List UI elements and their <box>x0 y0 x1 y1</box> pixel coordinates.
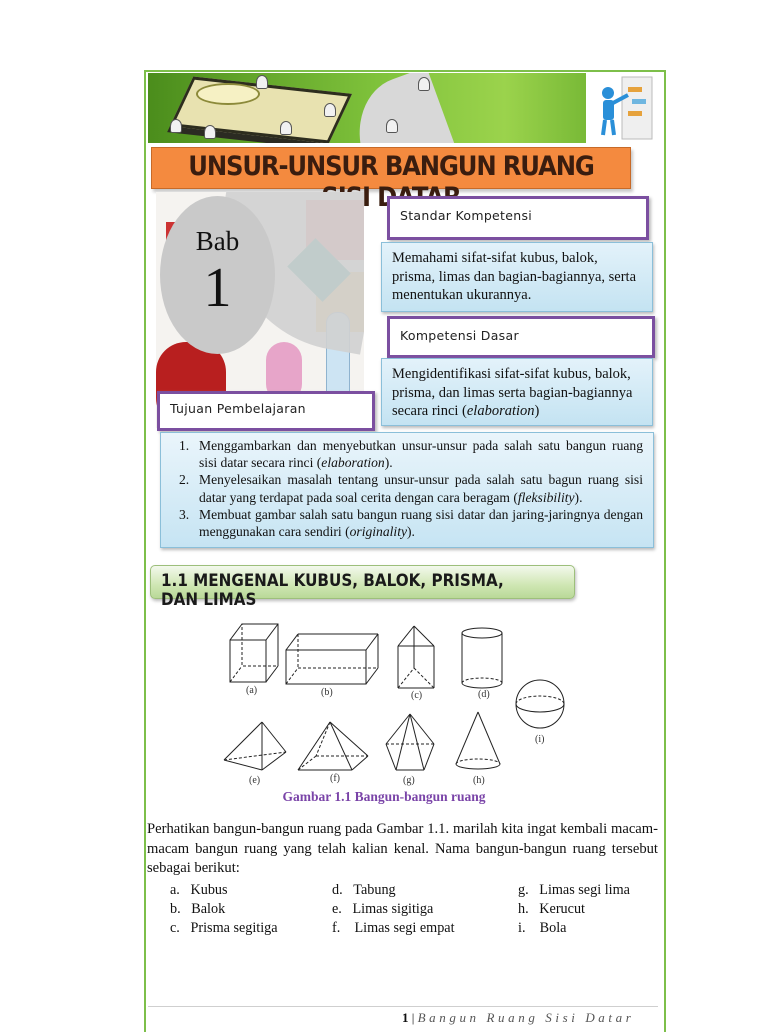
footer-separator: | <box>408 1010 418 1025</box>
chapter-title: UNSUR-UNSUR BANGUN RUANG <box>188 151 594 182</box>
tujuan-label: Tujuan Pembelajaran <box>170 401 306 416</box>
square-pyramid-shape <box>298 722 368 770</box>
shape-list-col3 <box>518 881 630 938</box>
cylinder-shape <box>462 628 502 688</box>
cuboid-shape <box>286 634 378 684</box>
chapter-word: Bab <box>195 226 240 256</box>
kompetensi-text: Mengidentifikasi sifat-sifat kubus, balok, prisma, dan limas serta bagian-bagiannya secara rinci (elaboration) <box>392 366 633 419</box>
list-item: 1. Menggambarkan dan menyebutkan unsur-unsur pada salah satu bangun ruang sisi datar secara rinci (elaboration). <box>179 438 643 471</box>
list-item: 2. Menyelesaikan masalah tentang unsur-unsur pada salah satu bagun ruang sisi datar yang terdapat pada soal cerita dengan cara beragam (fleksibility). <box>179 472 643 505</box>
triangular-pyramid-shape <box>224 722 286 770</box>
page-number: 1 <box>402 1010 409 1025</box>
shape-list-col2 <box>332 881 455 938</box>
body-paragraph: Perhatikan bangun-bangun ruang pada Gambar 1.1. marilah kita ingat kembali macam-macam bangun ruang yang telah kalian kenal. Nama bangun-bangun ruang tersebut sebagai berikut: <box>147 821 658 876</box>
chapter-number: 1 <box>203 257 232 319</box>
list-item: c. Prisma segitiga <box>170 920 278 936</box>
section-heading: 1.1 MENGENAL KUBUS, BALOK, PRISMA, DAN LIMAS <box>161 571 504 609</box>
shape-label: (h) <box>473 775 485 786</box>
figure-caption: Gambar 1.1 Bangun-bangun ruang <box>282 789 486 804</box>
shape-label: (d) <box>478 689 490 700</box>
footer-divider <box>148 1006 658 1007</box>
list-item: e. Limas sigitiga <box>332 901 434 917</box>
shape-label: (g) <box>403 775 415 786</box>
pentagonal-pyramid-shape <box>386 714 434 770</box>
sphere-shape <box>516 680 564 728</box>
shape-list-col1 <box>170 881 278 938</box>
shape-label: (e) <box>249 775 261 786</box>
list-item: a. Kubus <box>170 882 228 898</box>
shape-label: (i) <box>535 734 545 745</box>
footer-title: Bangun Ruang Sisi Datar <box>417 1010 635 1025</box>
list-item: g. Limas segi lima <box>518 882 630 898</box>
list-item: 3. Membuat gambar salah satu bangun ruang sisi datar dan jaring-jaringnya dengan menggunakan cara sendiri (originality). <box>179 506 643 540</box>
prism-shape <box>398 626 434 688</box>
standar-label: Standar Kompetensi <box>400 208 533 223</box>
kompetensi-label: Kompetensi Dasar <box>400 328 519 343</box>
shape-label: (a) <box>246 685 258 696</box>
list-item: d. Tabung <box>332 882 396 898</box>
list-item: h. Kerucut <box>518 901 585 917</box>
cube-shape <box>230 624 278 682</box>
list-item: b. Balok <box>170 901 226 917</box>
shape-label: (c) <box>411 690 423 701</box>
cone-shape <box>456 712 500 769</box>
standar-text: Memahami sifat-sifat kubus, balok, prisma, limas dan bagian-bagiannya, serta menentukan ukurannya. <box>392 250 637 303</box>
list-item: i. Bola <box>518 920 567 936</box>
shape-label: (f) <box>330 773 340 784</box>
shape-label: (b) <box>321 687 333 698</box>
list-item: f. Limas segi empat <box>332 920 455 936</box>
